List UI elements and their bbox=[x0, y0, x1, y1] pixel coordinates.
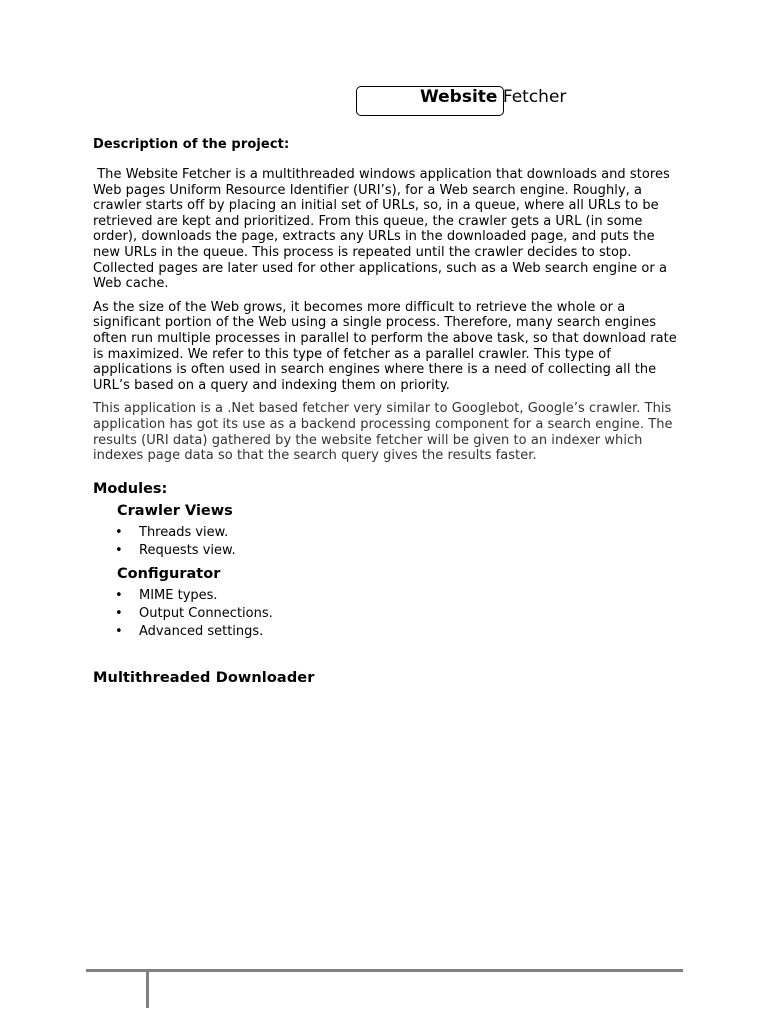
title-part-2: Fetcher bbox=[502, 87, 567, 107]
configurator-list bbox=[93, 587, 678, 641]
crawler-views-heading: Crawler Views bbox=[117, 502, 233, 519]
document-content bbox=[93, 137, 678, 687]
modules-heading: Modules: bbox=[93, 480, 168, 497]
list-item-label: Threads view. bbox=[139, 524, 229, 540]
bullet-icon: • bbox=[115, 542, 123, 558]
list-item bbox=[115, 542, 678, 560]
list-item bbox=[115, 623, 678, 641]
list-item-label: MIME types. bbox=[139, 587, 218, 603]
footer-rule bbox=[86, 969, 683, 972]
description-paragraph-1: The Website Fetcher is a multithreaded windows application that downloads and stores Web pages Uniform Resource Identifier (URI’s), for a Web search engine. Roughly, a crawler starts off by placing an initial set of URLs, so, in a queue, where all URLs to be retrieved are kept and prioritized. From this queue, the crawler gets a URL (in some order), downloads the page, extracts any URLs in the downloaded page, and puts the new URLs in the queue. This process is repeated until the crawler decides to stop. Collected pages are later used for other applications, such as a Web search engine or a Web cache. bbox=[93, 167, 675, 292]
document-title bbox=[420, 87, 566, 107]
list-item bbox=[115, 587, 678, 605]
description-paragraph-2: As the size of the Web grows, it becomes more difficult to retrieve the whole or a significant portion of the Web using a single process. Therefore, many search engines often run multiple processes in parallel to perform the above task, so that download rate is maximized. We refer to this type of fetcher as a parallel crawler. This type of applications is often used in search engines where there is a need of collecting all the URL’s based on a query and indexing them on priority. bbox=[93, 299, 677, 393]
list-item-label: Output Connections. bbox=[139, 605, 273, 621]
crawler-views-list bbox=[93, 524, 678, 560]
configurator-heading: Configurator bbox=[117, 565, 221, 582]
downloader-heading: Multithreaded Downloader bbox=[93, 669, 315, 686]
bullet-icon: • bbox=[115, 605, 123, 621]
footer-margin-rule bbox=[146, 971, 149, 1008]
list-item-label: Advanced settings. bbox=[139, 623, 264, 639]
bullet-icon: • bbox=[115, 587, 123, 603]
description-paragraph-3: This application is a .Net based fetcher very similar to Googlebot, Google’s crawler. This application has got its use as a backend processing component for a search engine. The results (URI data) gathered by the website fetcher will be given to an indexer which indexes page data so that the search query gives the results faster. bbox=[93, 401, 673, 464]
bullet-icon: • bbox=[115, 524, 123, 540]
bullet-icon: • bbox=[115, 623, 123, 639]
list-item bbox=[115, 524, 678, 542]
list-item-label: Requests view. bbox=[139, 542, 236, 558]
description-heading: Description of the project: bbox=[93, 137, 290, 152]
list-item bbox=[115, 605, 678, 623]
title-part-1: Website bbox=[420, 87, 498, 107]
